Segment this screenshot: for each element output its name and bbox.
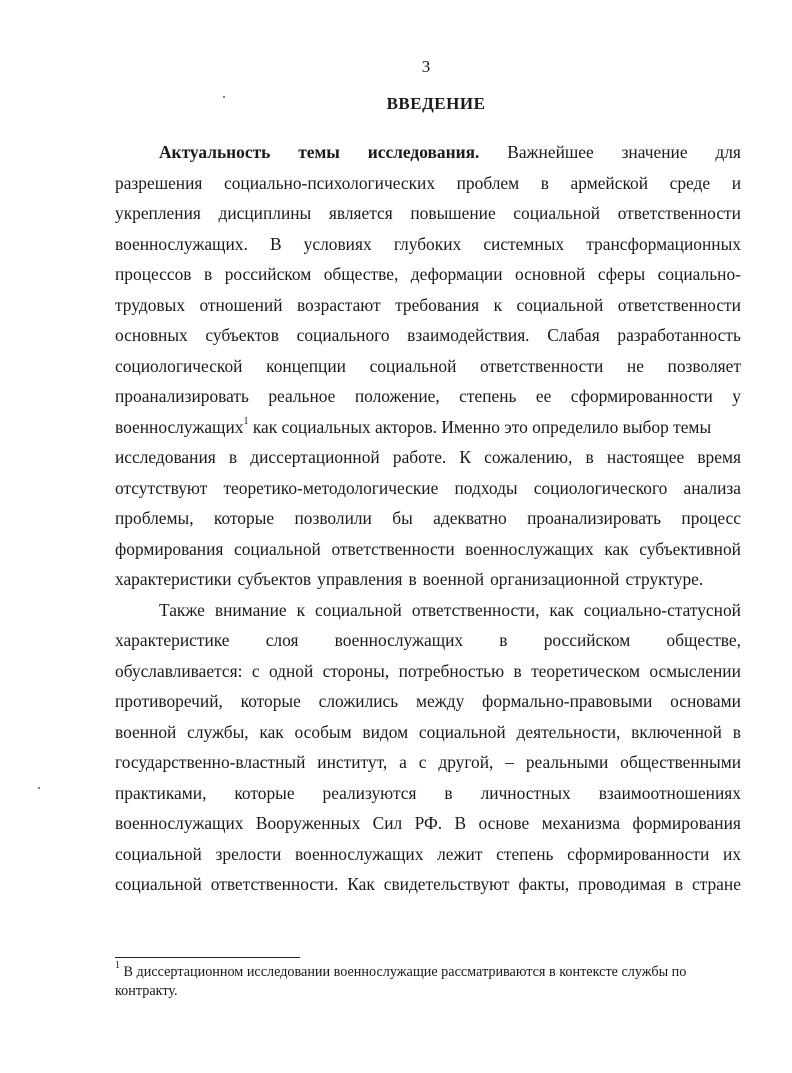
word: субъектов [237,569,312,589]
word: ответственности [617,203,741,223]
text-line [115,564,741,595]
word: противоречий, [115,691,223,711]
word: потребностью [398,660,505,681]
text-line: Актуальность темы исследования. Важнейшее значение для [115,137,741,168]
text-line [115,534,741,565]
footnote [115,960,741,1001]
word: теоретическом [531,660,640,681]
footnote-marker: 1 [115,960,120,972]
word: положение, [354,386,440,406]
word: в [444,782,453,803]
word: ответственности, [411,599,540,620]
text-line [115,686,741,717]
word: концепции [266,355,346,376]
word: анализа [683,477,741,498]
word: сформированности [570,386,713,406]
word: личностных [480,782,571,803]
word: а [399,752,407,772]
word: военнослужащих [294,843,424,864]
word: основе [478,813,530,833]
word: проанализировать [527,508,662,528]
text-line [115,625,741,656]
paragraph-2 [115,595,741,900]
word: основных [115,325,188,345]
lead-word: исследования. [367,142,480,162]
word: в [204,264,213,284]
word: является [328,203,393,223]
text-line [115,839,741,870]
word: формально-правовыми [482,691,653,711]
text-line [115,229,741,260]
word: осмыслении [649,660,741,681]
word: организационной [490,569,620,589]
word: институт, [317,752,388,772]
word: практиками, [115,782,207,803]
word: сожалению, [484,447,573,467]
word: российском [224,264,312,284]
word: Вооруженных [255,813,361,833]
word: дисциплины [218,203,312,223]
word: механизма [541,813,621,833]
word: в [499,630,508,650]
word: степень [459,386,517,406]
word: взаимодействия. [407,325,530,345]
word: социальной [115,874,202,894]
word: позволили [294,508,372,528]
word: и [731,172,741,193]
text-line [115,381,741,412]
word: ее [535,386,552,406]
word: военнослужащих. [115,233,248,254]
word: ответственности [331,538,455,559]
line-tail: Важнейшее [507,142,594,162]
word: среде [669,172,711,193]
word: диссертационной [250,447,380,467]
footnote-reference: 1 [243,415,249,427]
word: военнослужащих [115,813,244,833]
text-line-with-footnote: военнослужащих$^1$ как социальных акторов. Именно это определило выбор темы [115,415,712,437]
word: отсутствуют [115,477,208,498]
word: ответственности. [210,874,339,894]
word: которые [240,691,301,711]
word: социального [296,325,390,345]
lead-word: темы [298,142,340,162]
word: стране [691,874,741,894]
word: социологической [115,355,243,376]
lead-word: Актуальность [159,142,271,162]
word: Слабая [547,325,600,345]
word: субъективной [639,538,741,559]
word: формирования [632,813,741,833]
word: у [732,386,741,406]
word: степень [496,843,554,864]
word: сложились [318,691,399,711]
word: обуславливается: [115,660,243,681]
word: военной [422,569,485,589]
word: сферы [597,264,646,284]
text-line [115,808,741,839]
text-line [115,259,741,290]
word: теоретико-методологические [223,477,439,498]
word: взаимоотношениях [598,782,741,803]
word: РФ. [414,813,443,833]
word: не [626,355,644,376]
text-line [115,747,741,778]
word: характеристике [115,630,230,650]
word: структуре. [625,569,704,589]
word: российском [543,630,631,650]
word: слоя [265,630,299,650]
word: обществе, [666,630,741,650]
paragraph-1 [115,137,741,595]
word: реализуются [322,782,417,803]
word: другой, [438,752,494,772]
word: социальной [234,538,321,559]
word: процессов [115,264,192,284]
word: в [228,447,238,467]
word: видом [362,721,409,742]
word: настоящее [606,447,685,467]
word: – [505,752,514,772]
word: реальными [525,752,609,772]
word: в [408,569,417,589]
word: ответственности [480,355,604,376]
word: возрастают [296,294,381,315]
text-line [115,290,741,321]
text-line [115,595,741,626]
word: социально-психологических [224,172,436,193]
word: которые [213,508,275,528]
word: проблемы, [115,508,194,528]
word: социальной [516,294,604,315]
word: позволяет [667,355,741,376]
word: социальной [513,203,601,223]
text-line [115,351,741,382]
word: процесс [681,508,741,528]
text-line [115,503,741,534]
word: Как [347,874,375,894]
text-line [115,198,741,229]
word: между [415,691,465,711]
word: характеристики [115,569,232,589]
body-text [115,137,741,900]
word: реальное [268,386,336,406]
footnote-divider [115,957,300,958]
text-line [115,442,741,473]
word: стороны, [322,660,390,681]
word: управления [317,569,403,589]
word: которые [234,782,295,803]
word: как [259,721,284,742]
scan-speck [38,787,40,789]
word: как [604,538,629,559]
word: Сил [372,813,403,833]
word: особым [294,721,352,742]
word: военнослужащих [465,538,594,559]
word: повышение [410,203,496,223]
word: к [296,599,306,620]
word: формирования [115,538,224,559]
word: в [585,447,594,467]
word: отношений [199,294,283,315]
word: социальной [315,599,402,620]
word: внимание [214,599,287,620]
word: подходы [454,477,518,498]
text-line [115,473,741,504]
word: социологического [533,477,668,498]
word: военнослужащих [334,630,464,650]
word: в [674,874,684,894]
word: в [540,172,549,193]
text-line [115,778,741,809]
word: военной [115,721,177,742]
word: армейской [570,172,649,193]
text-line [115,717,741,748]
word: свидетельствуют [383,874,510,894]
text-line [115,320,741,351]
text-line [115,869,741,900]
word: в [732,721,741,742]
word: основами [670,691,741,711]
word: с [418,752,427,772]
word: проанализировать [115,386,249,406]
word: К [459,447,472,467]
word: деформации [410,264,503,284]
word: к [493,294,503,315]
word: исследования [115,447,216,467]
word: деятельности, [516,721,621,742]
word: государственно-властный [115,752,306,772]
word: социально- [657,264,741,284]
word: социальной [115,843,202,864]
word: как [549,599,574,620]
word: основной [514,264,586,284]
word: В [269,233,282,254]
word: укрепления [115,203,201,223]
word: обществе, [323,264,399,284]
word: трудовых [115,294,186,315]
word: условиях [303,233,372,254]
word: общественными [620,752,741,772]
text-line [115,168,741,199]
word: трансформационных [586,233,741,254]
word: с [251,660,260,681]
word: одной [268,660,314,681]
word: требования [395,294,480,315]
word: ответственности [617,294,741,315]
word: зрелости [215,843,282,864]
word: бы [392,508,413,528]
word: социальной [369,355,457,376]
word: разрешения [115,172,203,193]
text-line [115,656,741,687]
word: время [697,447,741,467]
word: глубоких [393,233,462,254]
word: проблем [456,172,520,193]
footnote-text: В диссертационном исследовании военнослужащие рассматриваются в контексте службы по контракту. [115,964,687,999]
word: их [722,843,741,864]
word: факты, [518,874,570,894]
word: адекватно [433,508,507,528]
word: системных [483,233,565,254]
word: лежит [437,843,483,864]
word: включенной [631,721,722,742]
word: работе. [392,447,447,467]
word: сформированности [567,843,710,864]
word: социально-статусной [583,599,741,620]
section-heading: ВВЕДЕНИЕ [386,94,486,113]
word: Также [159,599,205,620]
word: службы, [187,721,249,742]
word: разработанность [617,325,741,345]
word: В [454,813,467,833]
word: проводимая [578,874,666,894]
word: социальной [418,721,506,742]
word: субъектов [205,325,279,345]
word: в [513,660,522,681]
page-number: 3 [421,57,431,76]
